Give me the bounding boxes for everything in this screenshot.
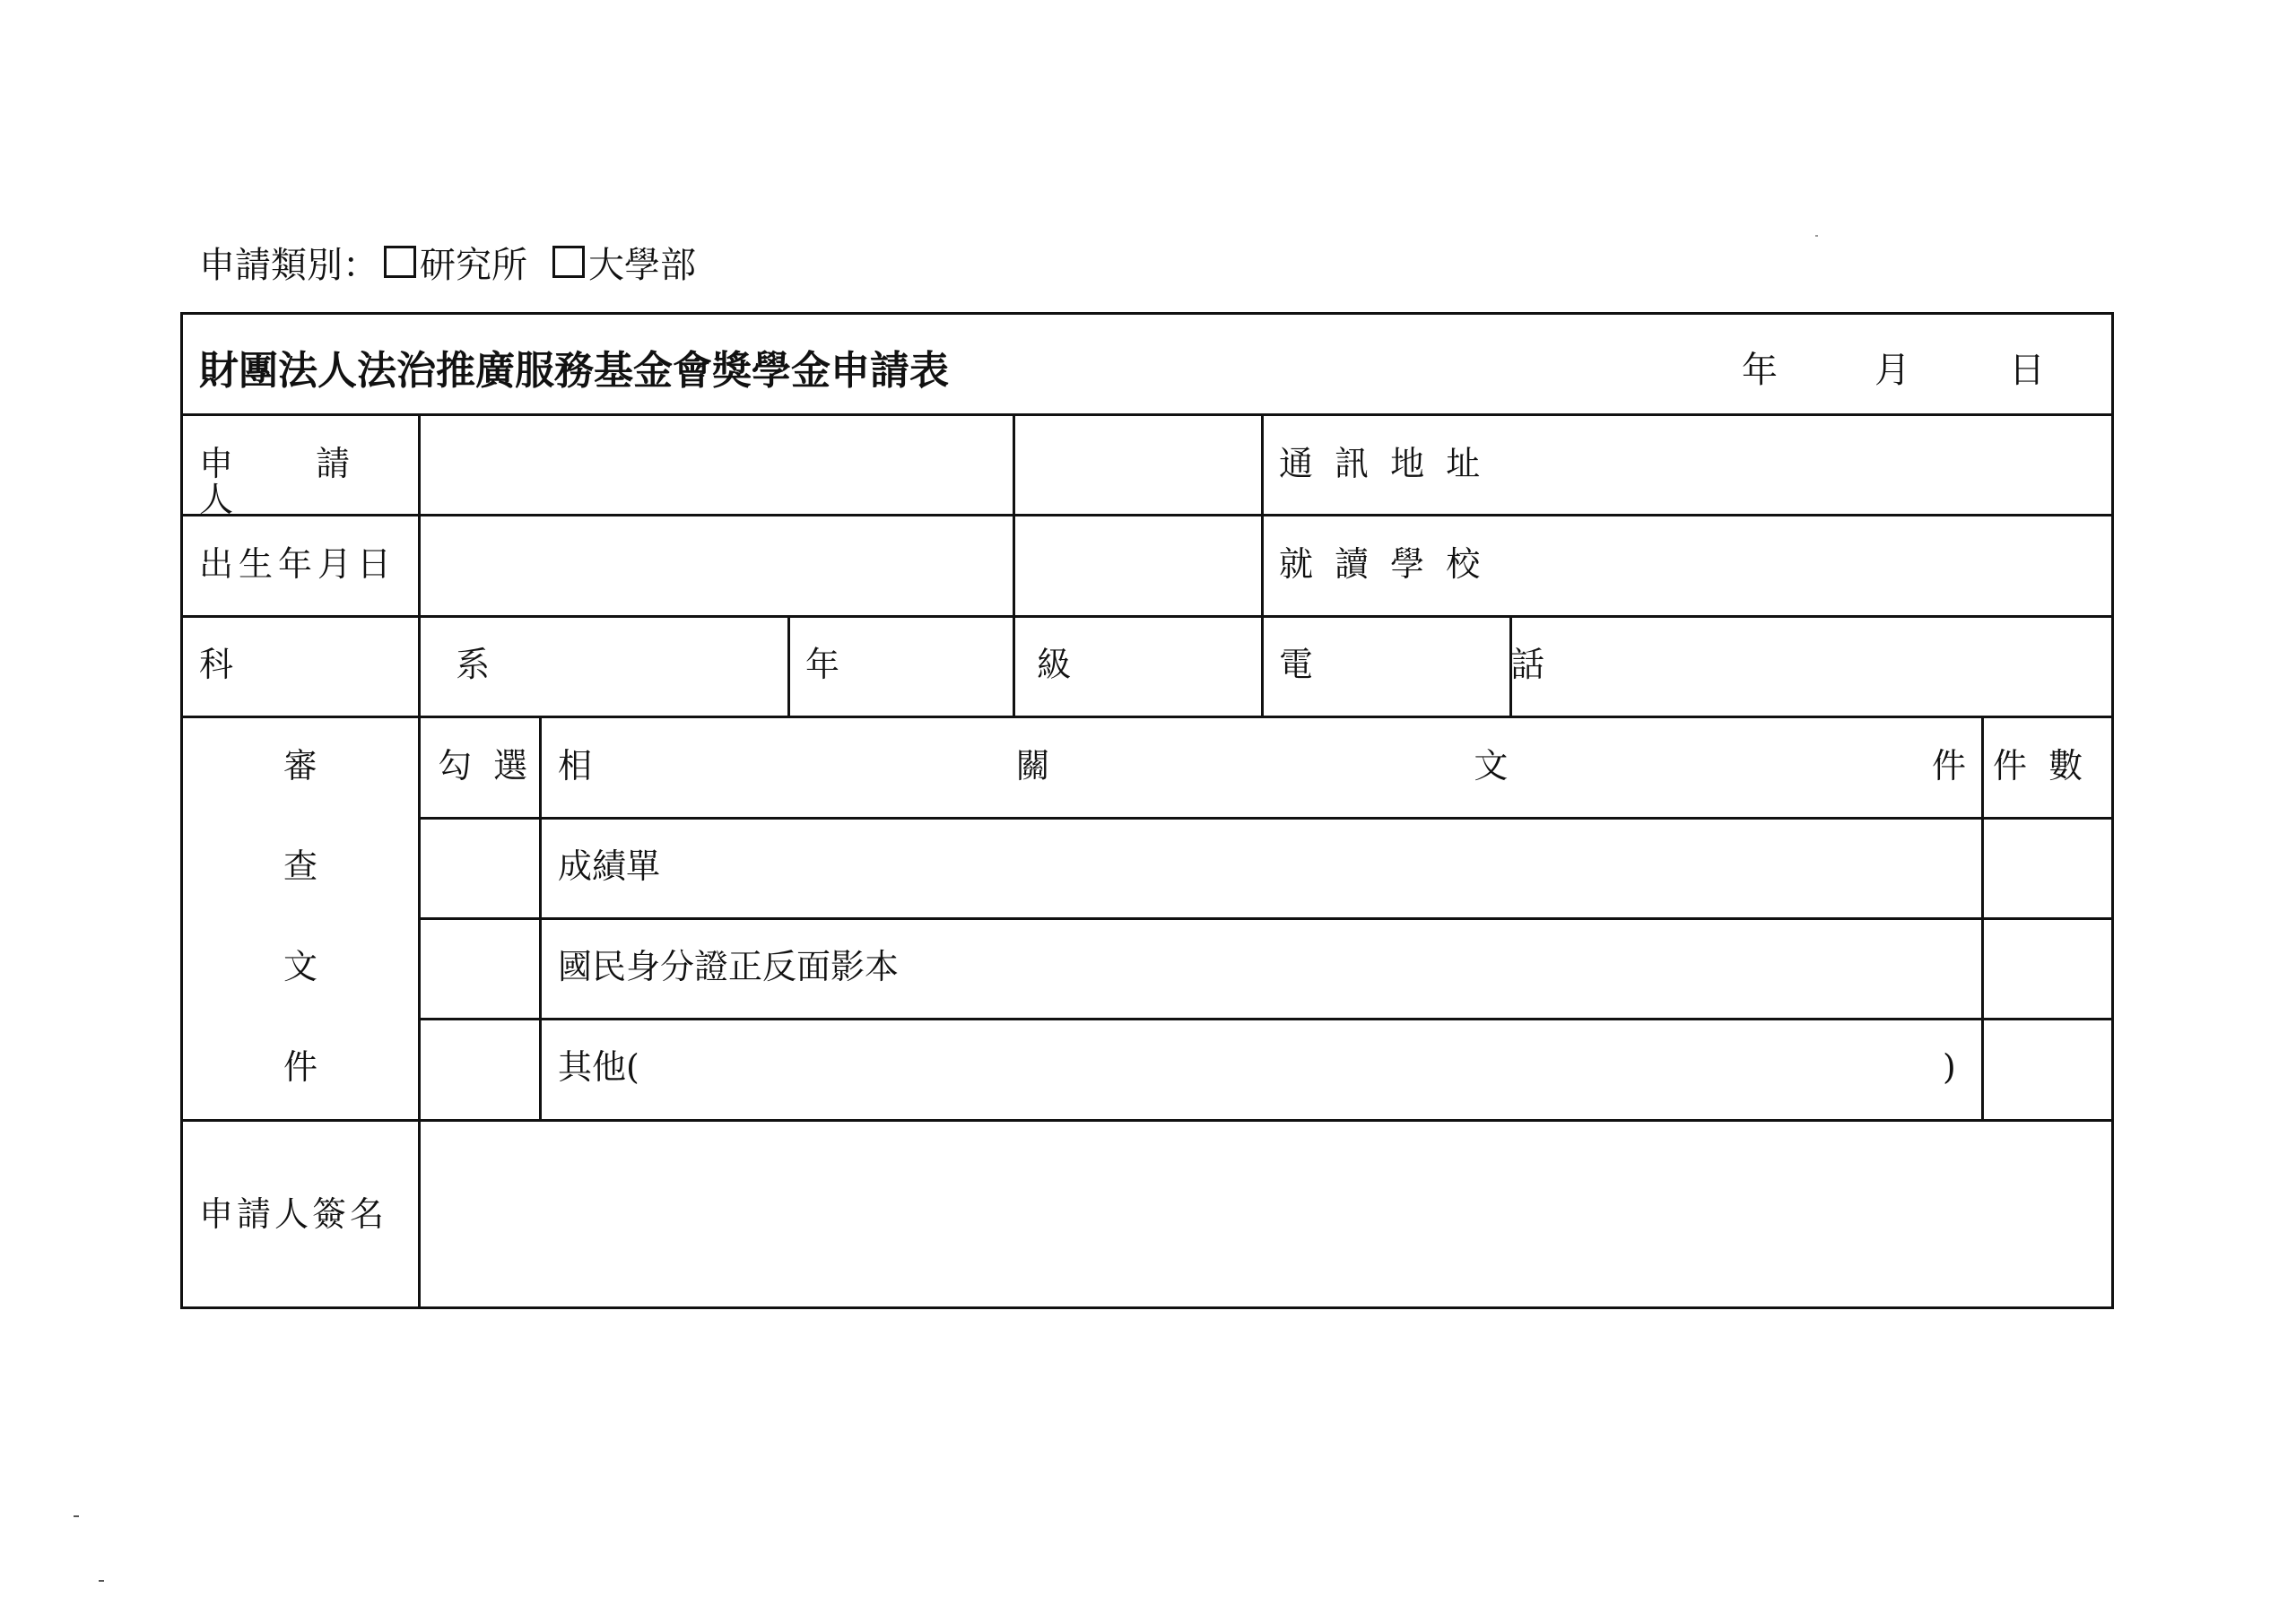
option-undergraduate[interactable]	[547, 237, 696, 288]
row-divider	[418, 917, 2111, 920]
col-divider	[1261, 413, 1264, 716]
scholarship-form-table	[180, 312, 2114, 1309]
doc-check-cell[interactable]	[422, 920, 536, 1016]
related-docs-char-1: 相	[558, 746, 593, 785]
check-header: 勾 選	[438, 746, 534, 785]
doc-transcript: 成績單	[558, 846, 661, 886]
doc-other-close-paren: )	[1943, 1047, 1956, 1087]
doc-id-card-copy: 國民身分證正反面影本	[558, 947, 900, 986]
row-divider	[183, 716, 2111, 718]
scan-speck	[99, 1580, 104, 1582]
doc-count-cell[interactable]	[1985, 1020, 2111, 1116]
option-undergraduate-label: 大學部	[588, 244, 696, 286]
applicant-label-text: 申 請 人	[199, 444, 387, 519]
applicant-label	[199, 446, 405, 517]
birthdate-label: 出生年月日	[199, 544, 397, 584]
doc-other-input[interactable]	[649, 1032, 1932, 1104]
col-divider	[539, 716, 542, 1119]
date-day: 日	[2009, 350, 2045, 391]
undergraduate-checkbox[interactable]	[552, 246, 585, 278]
col-divider	[418, 413, 421, 1306]
review-label-3: 文	[283, 947, 318, 986]
doc-check-cell[interactable]	[422, 1020, 536, 1116]
doc-check-cell[interactable]	[422, 820, 536, 916]
scan-speck	[74, 1515, 79, 1517]
grade-field[interactable]	[1016, 618, 1258, 714]
department-field[interactable]	[422, 618, 785, 714]
birthdate-field[interactable]	[422, 516, 1010, 612]
application-category	[199, 235, 716, 289]
scan-speck	[1815, 235, 1818, 237]
col-divider	[787, 615, 790, 716]
department-label: 科 系	[199, 645, 596, 684]
review-label-2: 查	[283, 846, 318, 886]
signature-field[interactable]	[422, 1122, 2111, 1306]
address-label: 通 訊 地 址	[1279, 444, 1486, 483]
form-title: 財團法人法治推廣服務基金會獎學金申請表	[199, 348, 949, 394]
row-divider	[418, 817, 2111, 820]
phone-label: 電 話	[1279, 645, 1639, 684]
grade-label: 年 級	[805, 645, 1165, 684]
row-divider	[418, 1018, 2111, 1020]
col-divider	[1013, 413, 1015, 615]
address-field[interactable]	[1265, 416, 2111, 512]
doc-count-cell[interactable]	[1985, 820, 2111, 916]
review-label-4: 件	[283, 1047, 318, 1087]
date-month: 月	[1874, 350, 1910, 391]
signature-label: 申請人簽名	[199, 1194, 388, 1234]
date-year: 年	[1742, 350, 1778, 391]
option-graduate[interactable]	[378, 237, 527, 288]
related-docs-char-3: 文	[1474, 746, 1509, 785]
phone-field[interactable]	[1513, 618, 2111, 714]
related-docs-header	[558, 748, 1966, 784]
count-header: 件 數	[1993, 746, 2089, 785]
option-graduate-label: 研究所	[420, 244, 527, 286]
graduate-checkbox[interactable]	[384, 246, 416, 278]
related-docs-char-2: 關	[1015, 746, 1050, 785]
doc-other: 其他(	[558, 1047, 639, 1087]
applicant-field[interactable]	[422, 416, 1010, 512]
review-label-1: 審	[283, 746, 318, 785]
school-field[interactable]	[1265, 516, 2111, 612]
school-label: 就 讀 學 校	[1279, 544, 1486, 584]
related-docs-char-4: 件	[1931, 746, 1966, 785]
col-divider	[1981, 716, 1984, 1119]
doc-count-cell[interactable]	[1985, 920, 2111, 1016]
category-label: 申請類別：	[199, 244, 378, 286]
